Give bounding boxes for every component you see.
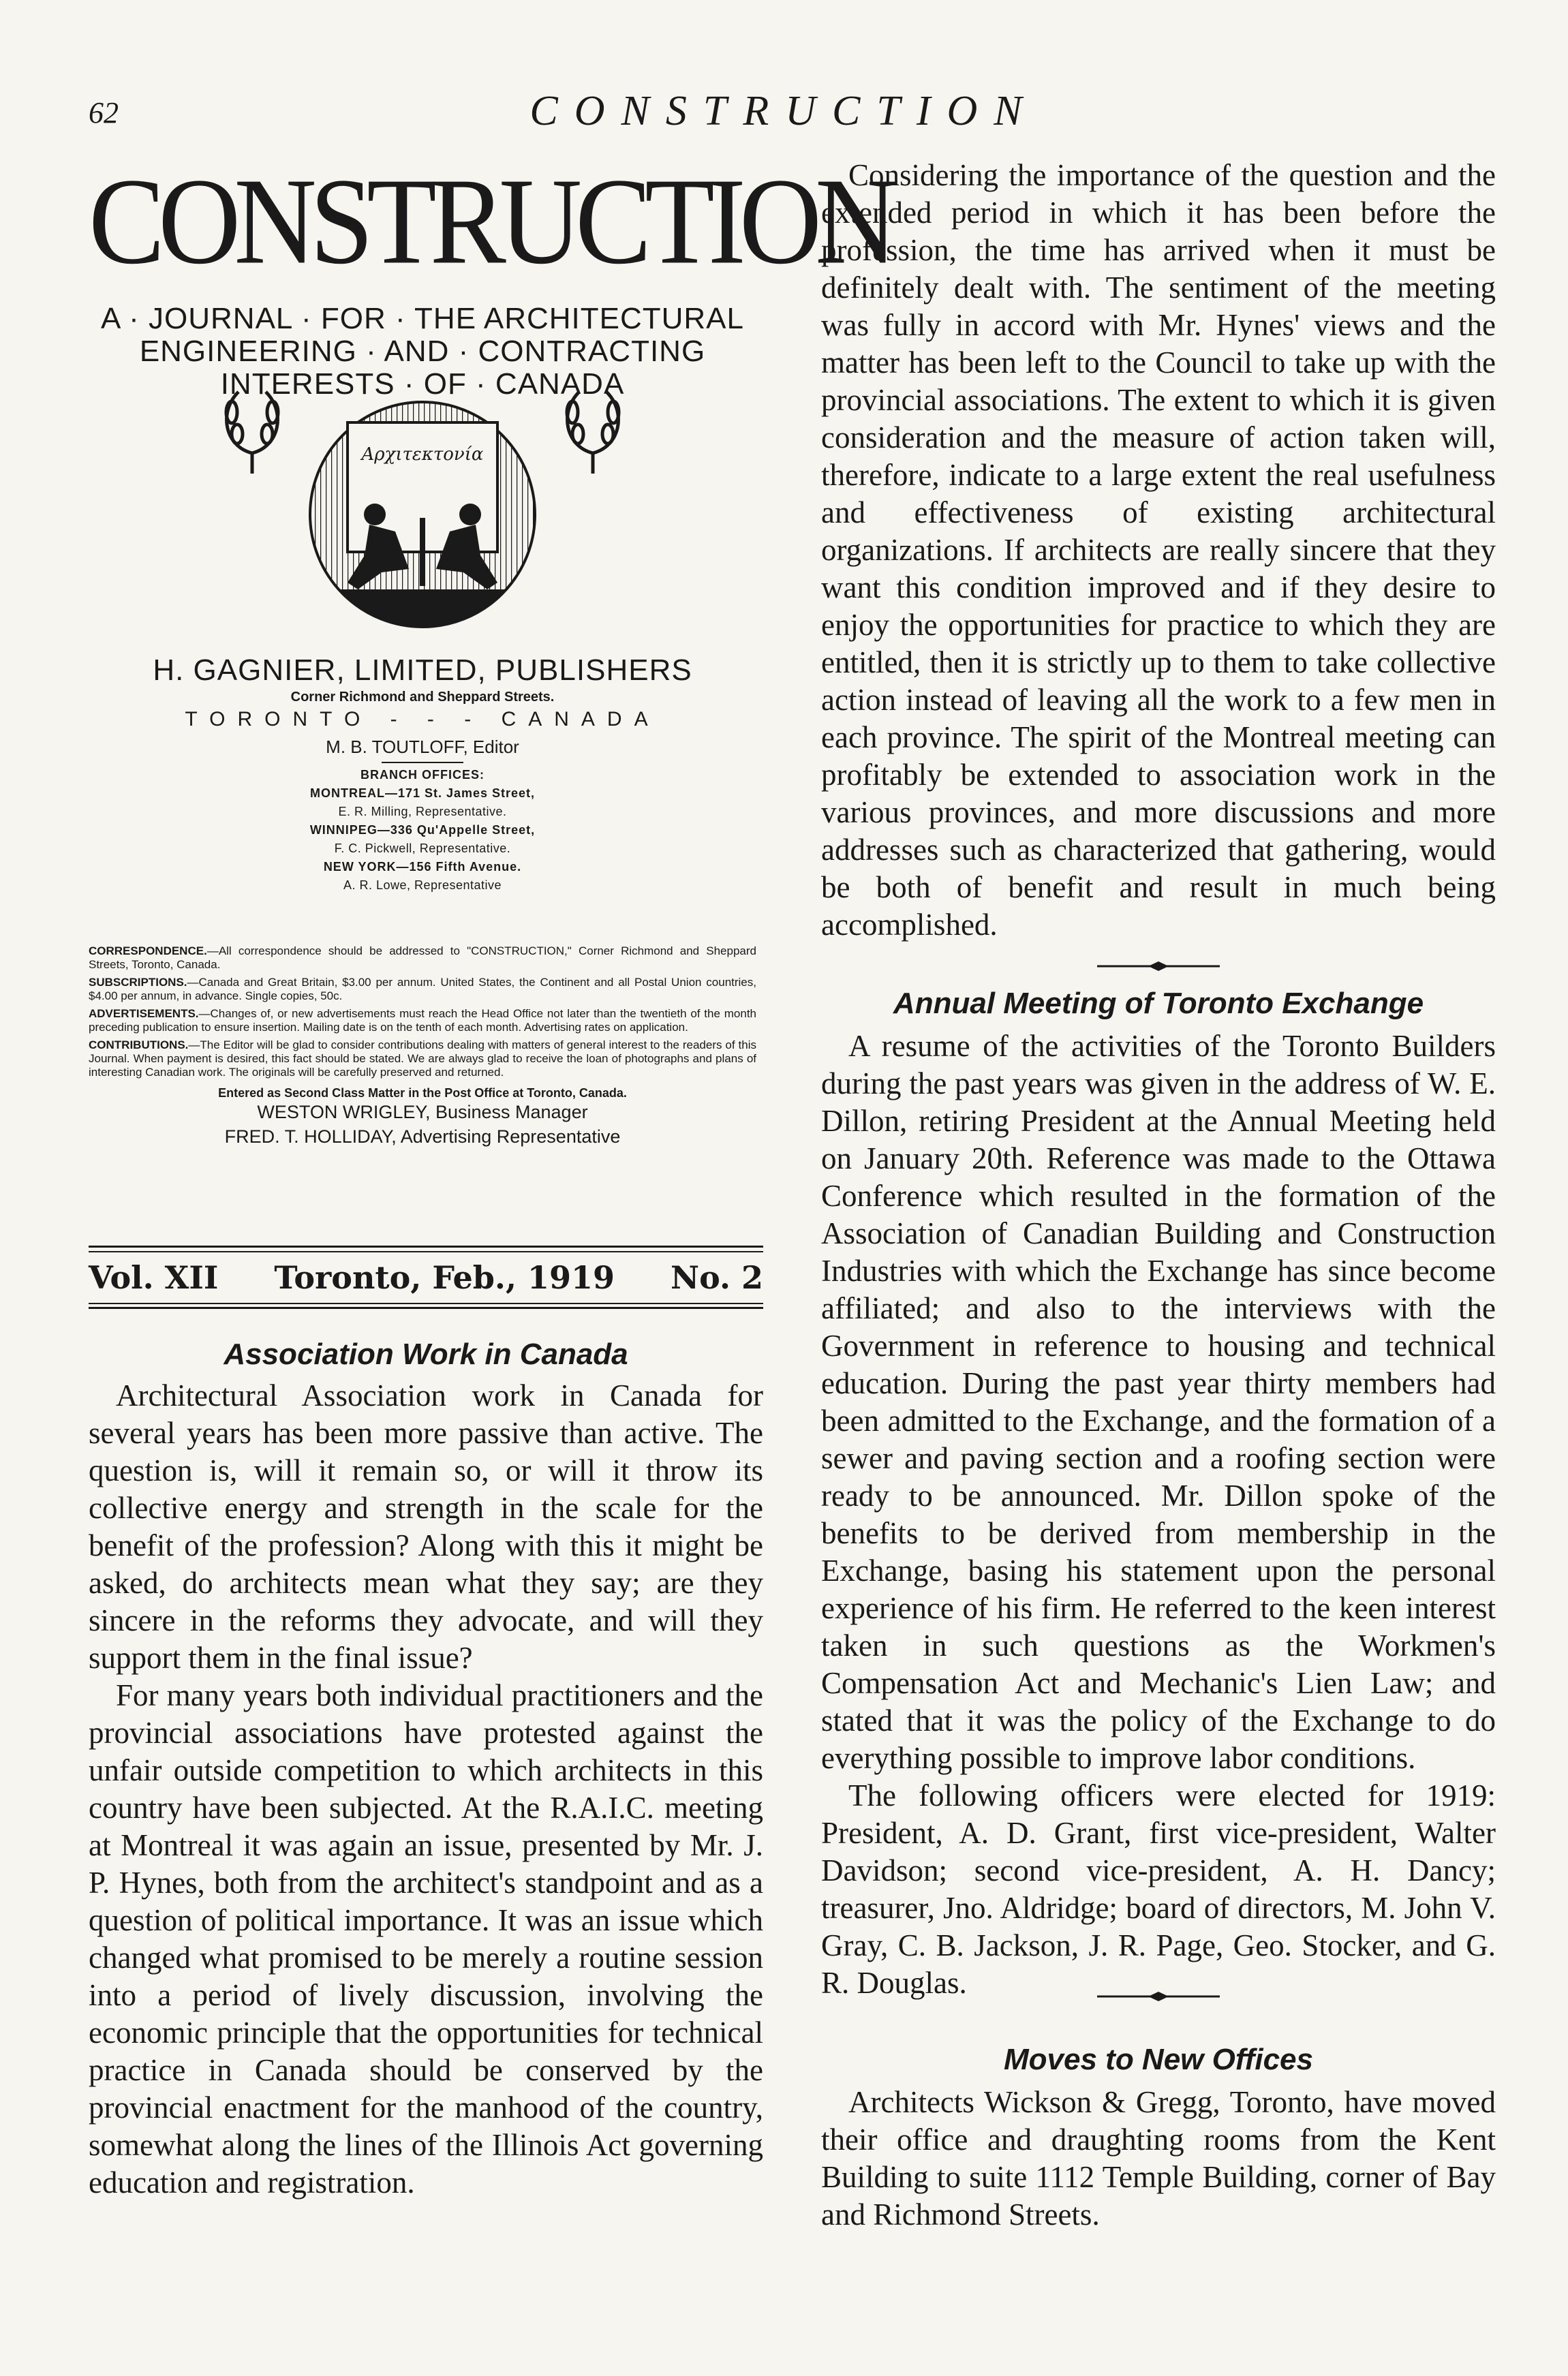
masthead-tagline-2: ENGINEERING · AND · CONTRACTING (139, 335, 706, 368)
publisher-block (89, 653, 756, 895)
publisher-address: Corner Richmond and Sheppard Streets. (290, 690, 555, 705)
issue-place-date: Toronto, Feb., 1919 (274, 1259, 615, 1296)
business-manager: WESTON WRIGLEY, Business Manager (257, 1102, 588, 1122)
article-paragraph: The following officers were elected for 1919: President, A. D. Grant, first vice-president, Walter Davidson; second vice-president, A. H. Dancy; treasurer, Jno. Aldridge; board of directors, M. John V. Gray, C. B. Jackson, J. R. Page, Geo. Stocker, and G. R. Douglas. (821, 1778, 1496, 2000)
notice-subscriptions: SUBSCRIPTIONS.—Canada and Great Britain, $3.00 per annum. United States, the Continent and all Postal Union countries, $4.00 per annum, in advance. Single copies, 50c. (89, 976, 756, 1002)
article-paragraph: Considering the importance of the question and the extended period in which it has been before the profession, the time has arrived when it must be definitely dealt with. The sentiment of the meeting was fully in accord with Mr. Hynes' views and the matter has been left to the Council to take up with the provincial associations. The extent to which it is given consideration and the measure of action taken will, therefore, indicate to a large extent the real usefulness and effectiveness of existing architectural organizations. If architects are really sincere that they want this condition improved and if they desire to enjoy the opportunities for practice to which they are entitled, then it is strictly up to them to take collective action instead of leaving all the work to a few men in each province. The spirit of the Montreal meeting can profitably be extended to association work in the various provinces, and more discussions and more addresses such as characterized that gathering, would be both of benefit and result in much being accomplished. (821, 158, 1496, 942)
ornament-divider-icon (1090, 959, 1227, 973)
masthead (89, 153, 891, 401)
volume-bar (89, 1259, 763, 1296)
volume-rule-bottom-2 (89, 1307, 763, 1309)
volume-rule-top-2 (89, 1251, 763, 1252)
divider (382, 762, 463, 763)
branch-offices-title: BRANCH OFFICES: (360, 768, 485, 782)
volume-rule-top (89, 1246, 763, 1248)
laurel-right-icon (567, 392, 619, 474)
volume-number: Vol. XII (89, 1259, 219, 1296)
article-heading: Annual Meeting of Toronto Exchange (893, 987, 1424, 1020)
masthead-tagline-1: A · JOURNAL · FOR · THE ARCHITECTURAL (101, 302, 744, 335)
article-heading: Moves to New Offices (1004, 2043, 1313, 2076)
issue-number: No. 2 (671, 1259, 763, 1296)
emblem-illustration (211, 385, 634, 630)
notice-correspondence: CORRESPONDENCE.—All correspondence should be addressed to "CONSTRUCTION," Corner Richmond and Sheppard Streets, Toronto, Canada. (89, 944, 756, 971)
branch-representative: E. R. Milling, Representative. (338, 805, 507, 818)
article-paragraph: A resume of the activities of the Toronto Builders during the past years was given in the address of W. E. Dillon, retiring President at the Annual Meeting held on January 20th. Reference was made to the Ottawa Conference which resulted in the formation of the Association of Canadian Building and Construction Industries with which the Exchange has since become affiliated; and also to the interviews with the Government in reference to housing and technical education. During the past year thirty members had been admitted to the Exchange, and the formation of a sewer and paving section and a roofing section were ready to be announced. Mr. Dillon spoke of the benefits to be derived from membership in the Exchange, basing his statement upon the personal experience of his firm. He referred to the keen interest taken in such questions as the Workmen's Compensation Act and Mechanic's Lien Law; and stated that it was the policy of the Exchange to do everything possible to improve labor conditions. (821, 1029, 1496, 1775)
volume-rule-bottom (89, 1303, 763, 1304)
article-association-work-continued (821, 157, 1496, 944)
branch-representative: A. R. Lowe, Representative (343, 878, 502, 892)
article-association-work (89, 1336, 763, 2202)
branch-office: NEW YORK—156 Fifth Avenue. (323, 860, 522, 874)
branch-office: WINNIPEG—336 Qu'Appelle Street, (309, 823, 536, 837)
notice-advertisements: ADVERTISEMENTS.—Changes of, or new advertisements must reach the Head Office not later than the twentieth of the month preceding publication to ensure insertion. Mailing date is on the tenth of each month. Advertising rates on application. (89, 1007, 756, 1034)
article-toronto-exchange (821, 985, 1496, 2002)
publisher-city: TORONTO - - - CANADA (185, 708, 660, 730)
masthead-tagline-3: INTERESTS · OF · CANADA (220, 367, 625, 401)
advertising-representative: FRED. T. HOLLIDAY, Advertising Representative (224, 1126, 621, 1147)
notice-contributions: CONTRIBUTIONS.—The Editor will be glad to consider contributions dealing with matters of general interest to the readers of this Journal. When payment is desired, this fact should be stated. We are always glad to receive the loan of photographs and plans of interesting Canadian work. The originals will be carefully preserved and returned. (89, 1038, 756, 1079)
ornament-divider-icon (1090, 1990, 1227, 2003)
notices-block (89, 944, 756, 1149)
article-paragraph: For many years both individual practitioners and the provincial associations have protested against the unfair outside competition to which architects in this country have been subjected. At the R.A.I.C. meeting at Montreal it was again an issue, presented by Mr. J. P. Hynes, both from the architect's standpoint and as a question of political importance. It was an issue which changed what promised to be merely a routine session into a period of lively discussion, involving the economic principle that the opportunities for technical practice in Canada should be conserved by the provincial enactment for the manhood of the country, somewhat along the lines of the Illinois Act governing education and registration. (89, 1678, 763, 2200)
article-paragraph: Architects Wickson & Gregg, Toronto, have moved their office and draughting rooms from the Kent Building to suite 1112 Temple Building, corner of Bay and Richmond Streets. (821, 2085, 1496, 2232)
branch-office: MONTREAL—171 St. James Street, (309, 786, 536, 800)
laurel-left-icon (226, 392, 278, 474)
running-title: CONSTRUCTION (529, 88, 1039, 134)
masthead-title: CONSTRUCTION (89, 153, 891, 290)
emblem-text: Αρχιτεκτονία (361, 444, 484, 465)
branch-representative: F. C. Pickwell, Representative. (334, 842, 511, 855)
article-heading: Association Work in Canada (224, 1338, 628, 1371)
article-moves-offices (821, 2041, 1496, 2234)
page-number: 62 (89, 96, 119, 129)
editor-line: M. B. TOUTLOFF, Editor (326, 737, 519, 757)
publisher-name: H. GAGNIER, LIMITED, PUBLISHERS (153, 653, 692, 687)
article-paragraph: Architectural Association work in Canada for several years has been more passive than active. The question is, will it remain so, or will it throw its collective energy and strength in the scale for the benefit of the profession? Along with this it might be asked, do architects mean what they say; are they sincere in the reforms they advocate, and will they support them in the final issue? (89, 1378, 763, 1675)
entered-line: Entered as Second Class Matter in the Post Office at Toronto, Canada. (218, 1086, 627, 1100)
